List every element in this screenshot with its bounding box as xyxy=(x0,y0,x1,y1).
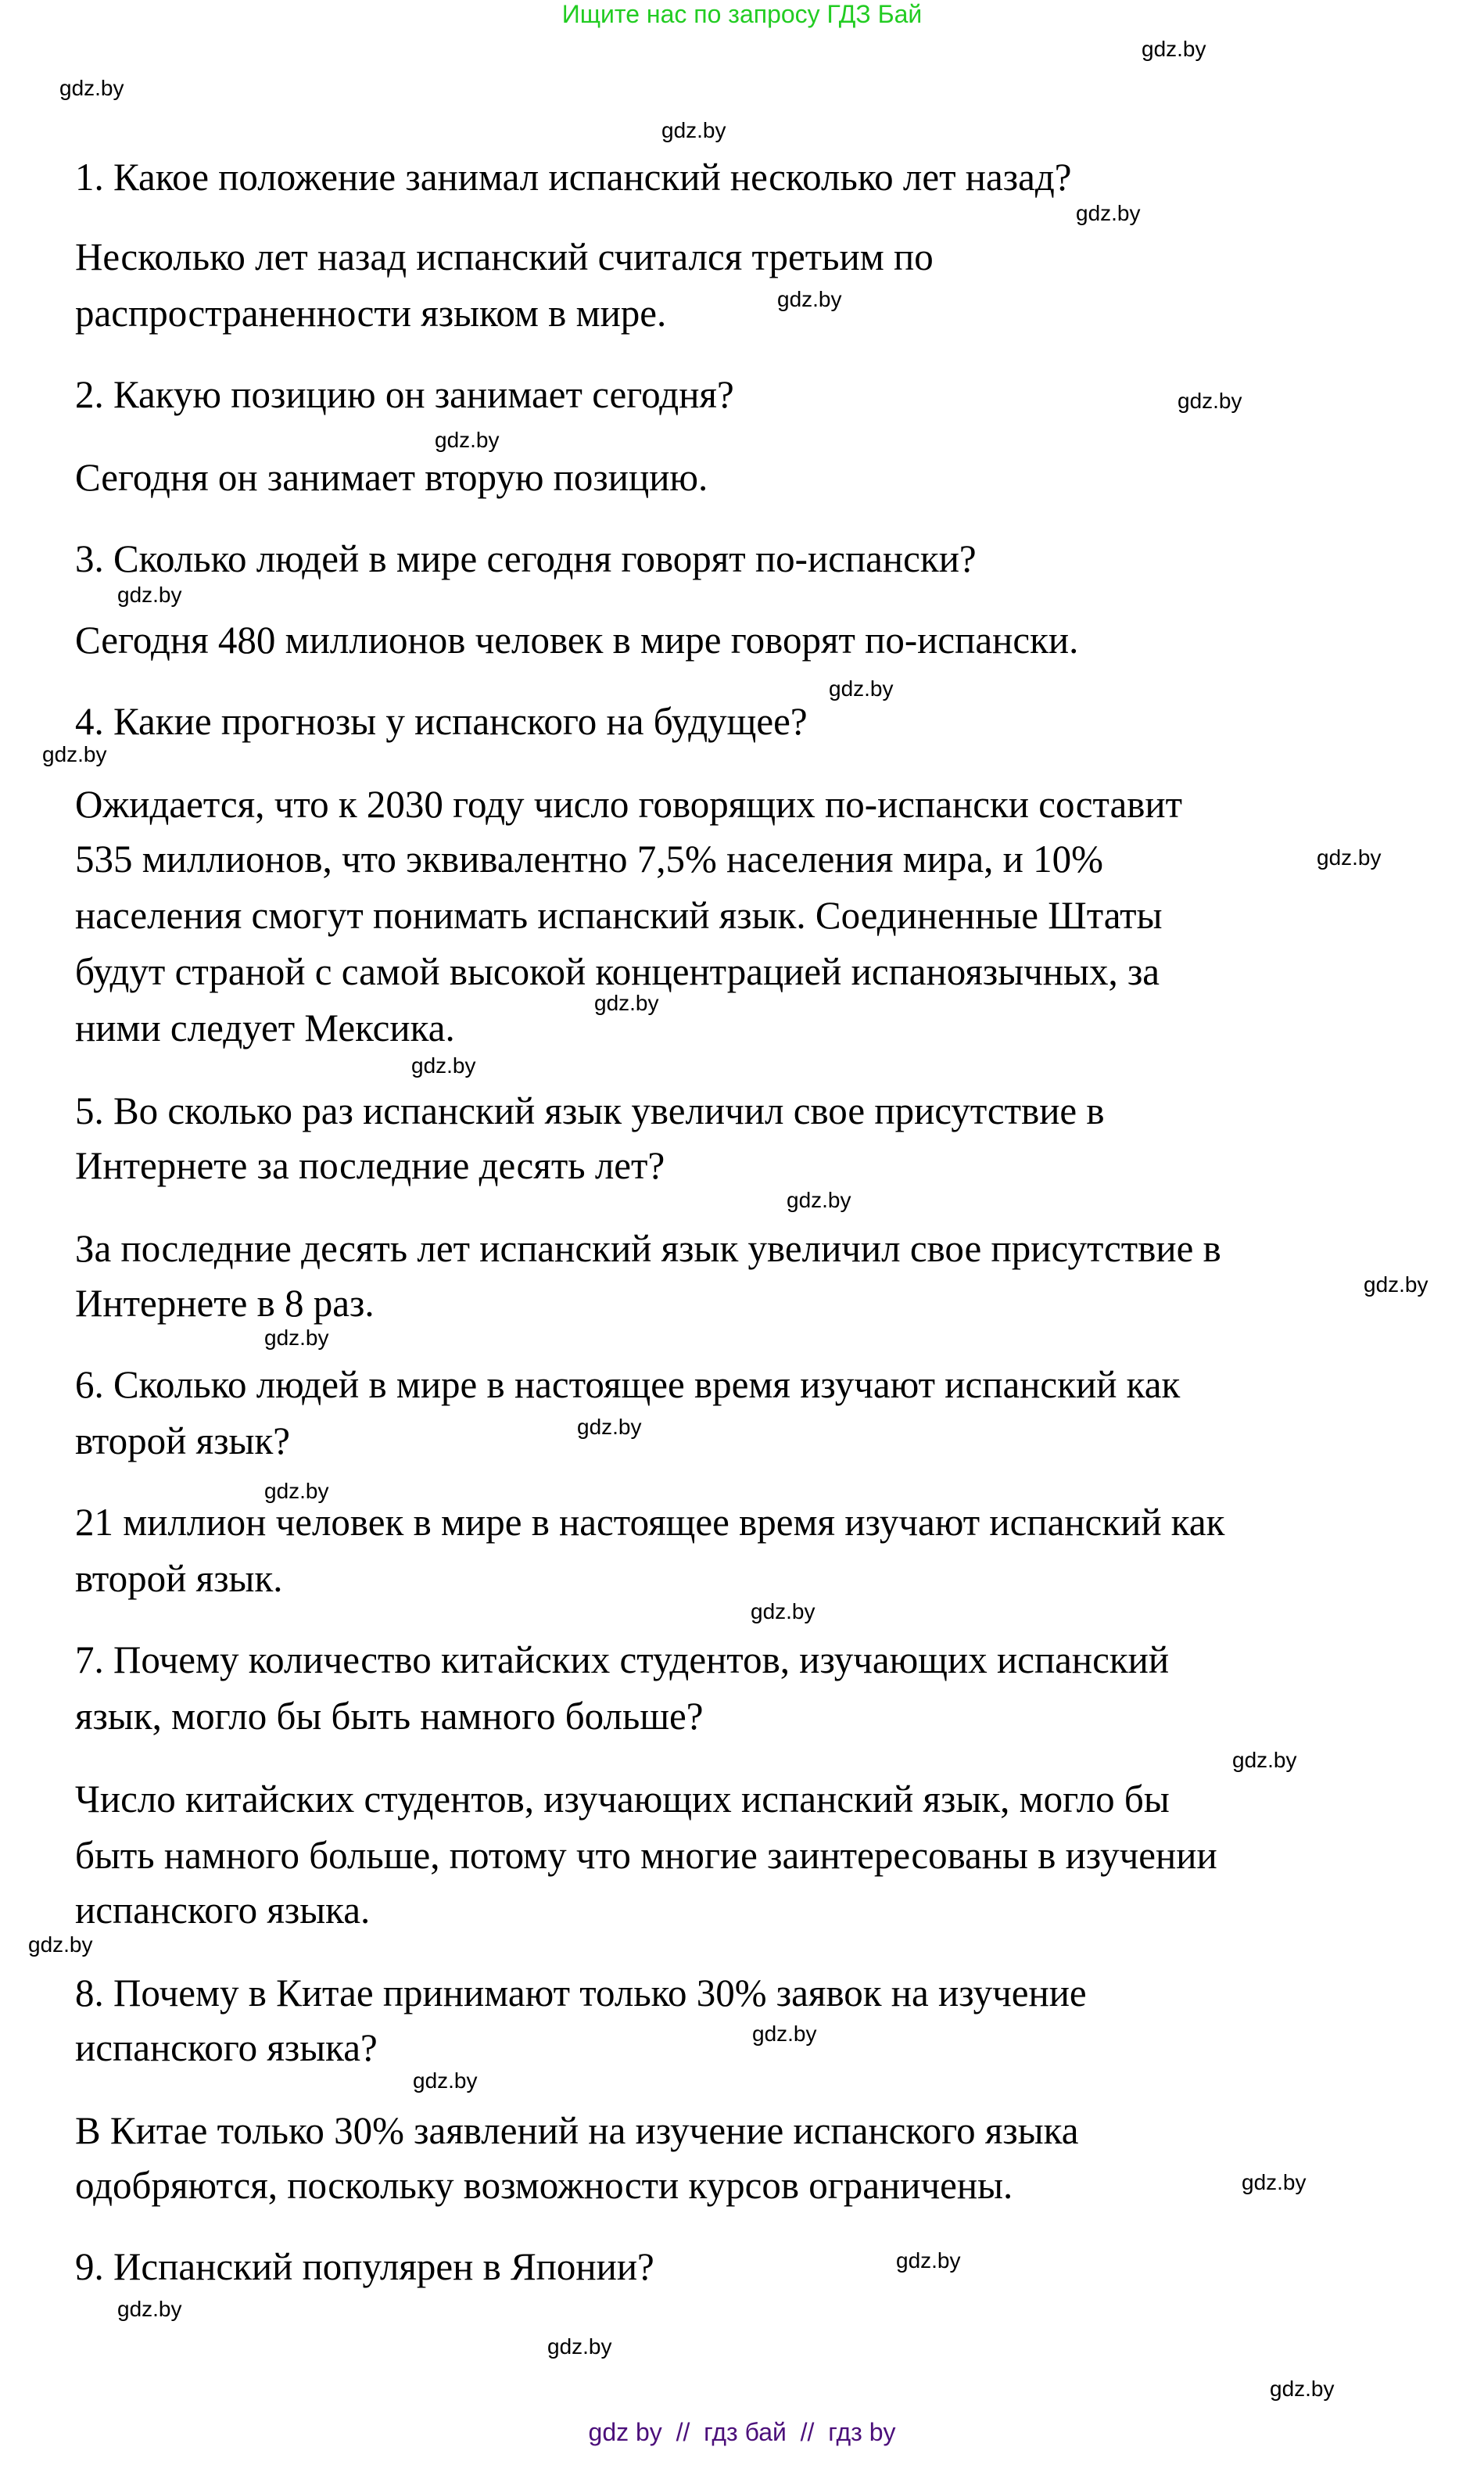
answer-line: Сегодня 480 миллионов человек в мире говорят по-испански. xyxy=(75,618,1079,662)
answer-line: одобряются, поскольку возможности курсов ограничены. xyxy=(75,2163,1013,2207)
watermark: gdz.by xyxy=(1178,389,1242,413)
answer-line: Интернете в 8 раз. xyxy=(75,1281,375,1325)
watermark: gdz.by xyxy=(787,1188,851,1212)
watermark: gdz.by xyxy=(1232,1748,1297,1772)
answer-line: второй язык? xyxy=(75,1419,291,1462)
watermark: gdz.by xyxy=(752,2022,817,2046)
answer-line: ними следует Мексика. xyxy=(75,1006,455,1049)
watermark: gdz.by xyxy=(264,1326,329,1350)
answer-line: Число китайских студентов, изучающих испанский язык, могло бы xyxy=(75,1777,1170,1821)
watermark: gdz.by xyxy=(577,1415,642,1439)
question-line: 3. Сколько людей в мире сегодня говорят по-испански? xyxy=(75,536,977,580)
watermark: gdz.by xyxy=(1270,2377,1335,2401)
question-line: 8. Почему в Китае принимают только 30% заявок на изучение xyxy=(75,1971,1087,2014)
watermark: gdz.by xyxy=(1364,1272,1428,1297)
watermark: gdz.by xyxy=(1242,2170,1307,2194)
answer-line: 21 миллион человек в мире в настоящее время изучают испанский как xyxy=(75,1500,1225,1544)
answer-line: 535 миллионов, что эквивалентно 7,5% населения мира, и 10% xyxy=(75,837,1103,881)
question-line: 7. Почему количество китайских студентов, изучающих испанский xyxy=(75,1638,1170,1681)
question-line: 4. Какие прогнозы у испанского на будущее? xyxy=(75,699,808,743)
answer-line: испанского языка. xyxy=(75,1888,371,1932)
question-line: 1. Какое положение занимал испанский несколько лет назад? xyxy=(75,155,1072,199)
watermark: gdz.by xyxy=(896,2248,961,2273)
watermark: gdz.by xyxy=(751,1599,815,1623)
watermark: gdz.by xyxy=(777,287,842,311)
answer-line: будут страной с самой высокой концентрацией испаноязычных, за xyxy=(75,949,1160,993)
answer-line: В Китае только 30% заявлений на изучение испанского языка xyxy=(75,2108,1079,2152)
watermark: gdz.by xyxy=(829,676,894,701)
answer-line: испанского языка? xyxy=(75,2025,378,2069)
question-line: 2. Какую позицию он занимает сегодня? xyxy=(75,372,734,416)
answer-line: Сегодня он занимает вторую позицию. xyxy=(75,455,708,499)
footer-links: gdz by // гдз бай // гдз by xyxy=(588,2418,896,2446)
question-line: 9. Испанский популярен в Японии? xyxy=(75,2244,654,2288)
answer-line: Несколько лет назад испанский считался третьим по xyxy=(75,235,934,278)
watermark: gdz.by xyxy=(413,2068,478,2093)
answer-line: населения смогут понимать испанский язык. Соединенные Штаты xyxy=(75,893,1163,937)
answer-line: быть намного больше, потому что многие заинтересованы в изучении xyxy=(75,1833,1217,1877)
watermark: gdz.by xyxy=(1317,845,1382,870)
watermark: gdz.by xyxy=(661,118,726,142)
watermark: gdz.by xyxy=(547,2334,612,2359)
search-hint-banner: Ищите нас по запросу ГДЗ Бай xyxy=(561,0,923,28)
watermark: gdz.by xyxy=(117,583,182,607)
question-line: 5. Во сколько раз испанский язык увеличил свое присутствие в xyxy=(75,1089,1105,1132)
watermark: gdz.by xyxy=(59,76,124,100)
watermark: gdz.by xyxy=(264,1479,329,1503)
answer-line: второй язык. xyxy=(75,1556,283,1600)
answer-line: язык, могло бы быть намного больше? xyxy=(75,1694,704,1738)
answer-line: За последние десять лет испанский язык увеличил свое присутствие в xyxy=(75,1226,1221,1270)
watermark: gdz.by xyxy=(117,2297,182,2321)
watermark: gdz.by xyxy=(411,1053,476,1078)
answer-line: Интернете за последние десять лет? xyxy=(75,1143,665,1187)
answer-line: распространенности языком в мире. xyxy=(75,291,667,335)
watermark: gdz.by xyxy=(594,991,659,1015)
watermark: gdz.by xyxy=(42,742,107,766)
watermark: gdz.by xyxy=(1076,201,1141,225)
watermark: gdz.by xyxy=(28,1932,93,1957)
answer-line: Ожидается, что к 2030 году число говорящих по-испански составит xyxy=(75,782,1183,826)
watermark: gdz.by xyxy=(435,428,500,452)
watermark: gdz.by xyxy=(1142,37,1206,61)
question-line: 6. Сколько людей в мире в настоящее время изучают испанский как xyxy=(75,1362,1181,1406)
